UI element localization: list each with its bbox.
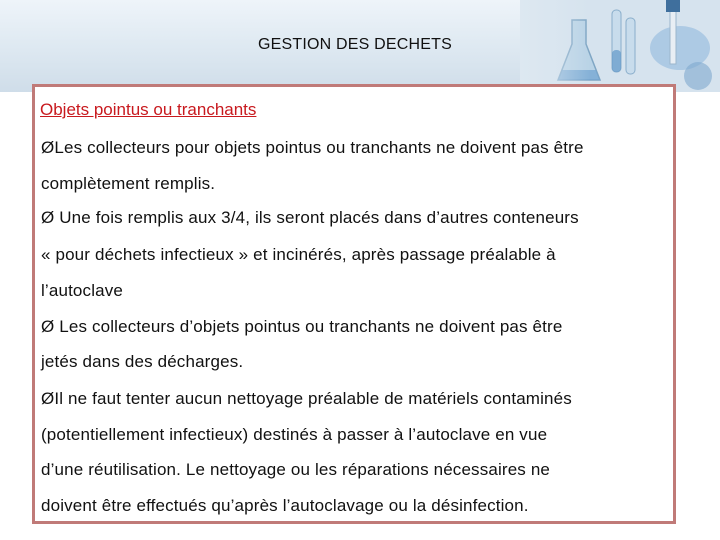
arrow-bullet-icon: Ø bbox=[41, 138, 55, 157]
text-line: « pour déchets infectieux » et incinérés, après passage préalable à bbox=[41, 245, 556, 264]
text-line: doivent être effectués qu’après l’autoclavage ou la désinfection. bbox=[41, 496, 529, 515]
bullet-item-4 bbox=[41, 389, 572, 409]
bullet-item-3 bbox=[41, 317, 562, 337]
arrow-bullet-icon: Ø bbox=[41, 208, 55, 227]
bullet-text: Il ne faut tenter aucun nettoyage préalable de matériels contaminés bbox=[54, 389, 572, 408]
bullet-item-2 bbox=[41, 208, 579, 228]
bullet-text: Les collecteurs d’objets pointus ou tranchants ne doivent pas être bbox=[54, 317, 563, 336]
text-line: complètement remplis. bbox=[41, 174, 216, 193]
arrow-bullet-icon: Ø bbox=[41, 317, 55, 336]
slide-title: GESTION DES DECHETS bbox=[257, 36, 453, 53]
bullet-text: Les collecteurs pour objets pointus ou tranchants ne doivent pas être bbox=[54, 138, 584, 157]
section-heading: Objets pointus ou tranchants bbox=[40, 100, 257, 119]
bullet-item-1 bbox=[41, 138, 584, 158]
text-line: l’autoclave bbox=[41, 281, 123, 300]
text-line: d’une réutilisation. Le nettoyage ou les réparations nécessaires ne bbox=[41, 460, 551, 479]
text-line: jetés dans des décharges. bbox=[41, 352, 244, 371]
bullet-text: Une fois remplis aux 3/4, ils seront placés dans d’autres conteneurs bbox=[54, 208, 579, 227]
arrow-bullet-icon: Ø bbox=[41, 389, 55, 408]
text-line: (potentiellement infectieux) destinés à passer à l’autoclave en vue bbox=[41, 425, 548, 444]
